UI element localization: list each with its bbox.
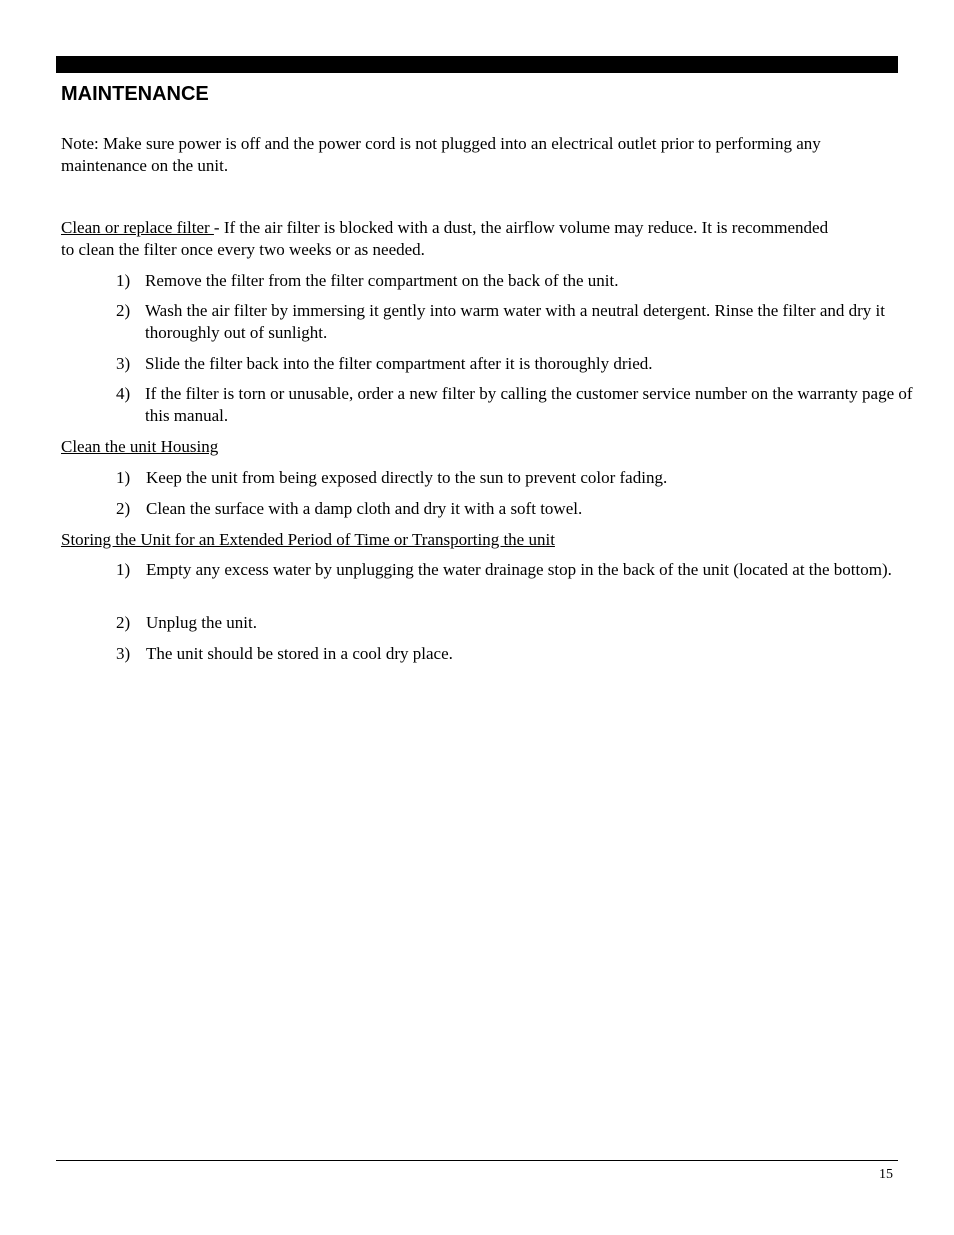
list-item: 1) Keep the unit from being exposed directly to the sun to prevent color fading.: [116, 468, 668, 487]
filter-intro-text: - If the air filter is blocked with a dust, the airflow volume may reduce. It is recommended to clean the filter once every two weeks or as needed.: [61, 218, 829, 259]
filter-intro-paragraph: [61, 217, 841, 261]
filter-section-heading: Clean or replace filter: [61, 218, 214, 237]
list-item: 2) Clean the surface with a damp cloth and dry it with a soft towel.: [116, 499, 583, 518]
page-title: MAINTENANCE: [61, 83, 209, 105]
header-bar: [56, 56, 898, 73]
list-item: 1) Empty any excess water by unplugging the water drainage stop in the back of the unit (located at the bottom).: [116, 560, 892, 579]
list-item: 4) If the filter is torn or unusable, order a new filter by calling the customer service number on the warranty page of this manual.: [116, 384, 913, 425]
list-item: 3) Slide the filter back into the filter compartment after it is thoroughly dried.: [116, 354, 653, 373]
housing-section-heading: Clean the unit Housing: [61, 437, 219, 456]
storage-section-heading: Storing the Unit for an Extended Period of Time or Transporting the unit: [61, 530, 555, 549]
list-item: 3) The unit should be stored in a cool dry place.: [116, 644, 453, 663]
page-number: 15: [879, 1167, 893, 1182]
list-item: 2) Wash the air filter by immersing it gently into warm water with a neutral detergent. Rinse the filter and dry it thoroughly out of sunlight.: [116, 301, 885, 342]
footer-rule: [56, 1160, 898, 1161]
list-item: 2) Unplug the unit.: [116, 613, 257, 632]
note-paragraph: Note: Make sure power is off and the power cord is not plugged into an electrical outlet prior to performing any maintenance on the unit.: [61, 134, 821, 175]
list-item: 1) Remove the filter from the filter compartment on the back of the unit.: [116, 271, 619, 290]
